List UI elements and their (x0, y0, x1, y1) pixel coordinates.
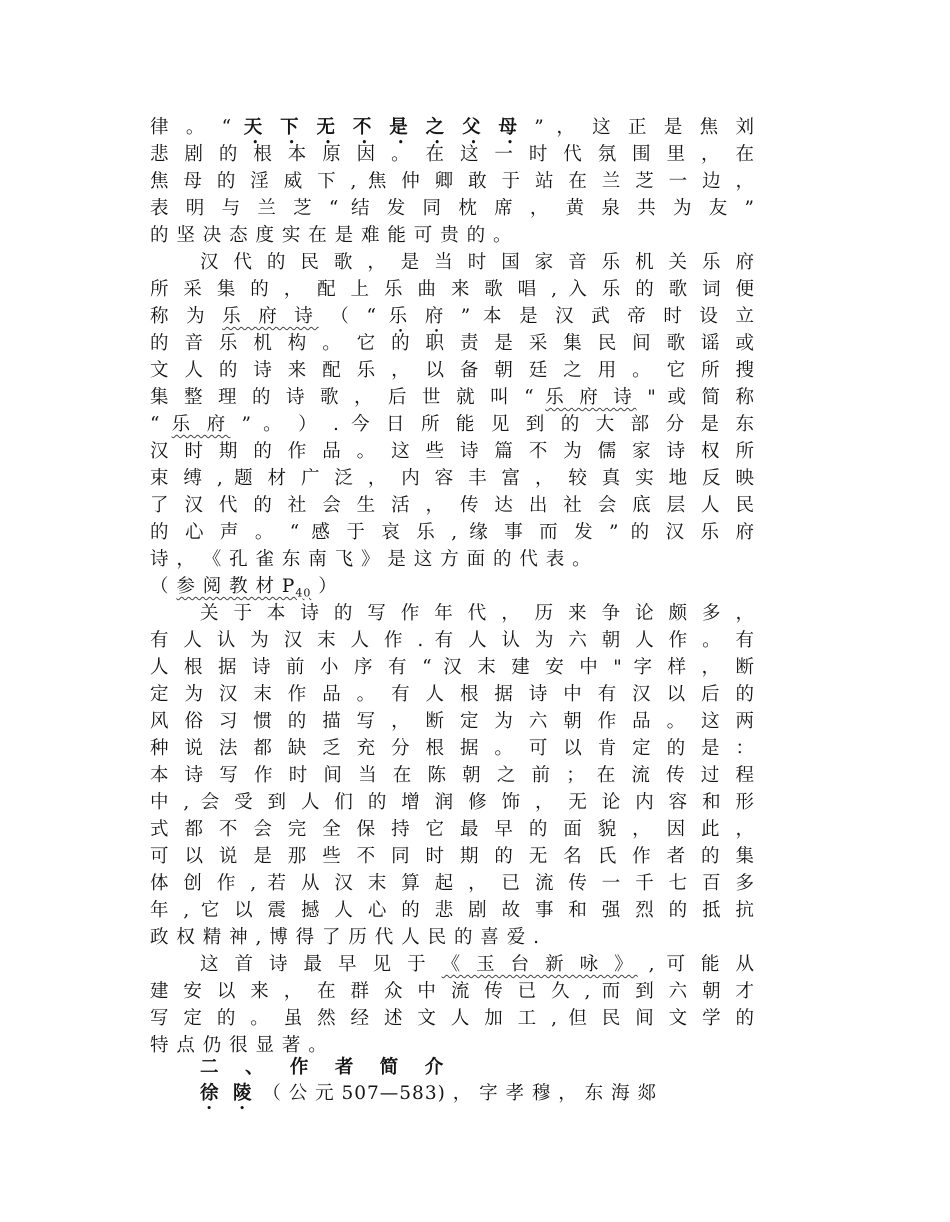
text-line (150, 736, 755, 762)
text-line (150, 304, 755, 330)
text-fragment: 参 阅 教 材 P (176, 576, 296, 597)
text-fragment: 体 创 作 , 若 从 汉 末 算 起 ， 已 流 传 一 千 七 百 多 (150, 873, 755, 894)
wavy-underlined-term: 乐 府 诗 (545, 387, 637, 408)
text-line (150, 169, 755, 195)
text-fragment: " 或 简 称 (636, 387, 756, 408)
text-fragment: 的 坚 决 态 度 实 在 是 难 能 可 贵 的 。 (150, 225, 513, 246)
text-fragment: 束 缚 , 题 材 广 泛 ， 内 容 丰 富 ， 较 真 实 地 反 映 (150, 468, 755, 489)
text-line (150, 493, 755, 519)
text-fragment: 的 心 声 。 “ 感 于 哀 乐 , 缘 事 而 发 ” 的 汉 乐 府 (150, 522, 755, 543)
text-line (150, 439, 755, 465)
text-fragment: , 可 能 从 (637, 954, 755, 975)
text-line (150, 412, 755, 438)
text-line (150, 1006, 755, 1032)
text-fragment: 年 , 它 以 震 撼 人 心 的 悲 剧 故 事 和 强 烈 的 抵 抗 (150, 900, 755, 921)
text-fragment: 人 根 据 诗 前 小 序 有 “ 汉 末 建 安 中 " 字 样 ， 断 (150, 657, 755, 678)
text-fragment: 悲 剧 的 根 本 原 因 。 在 这 一 时 代 氛 围 里 ， 在 (150, 144, 755, 165)
text-fragment: 式 都 不 会 完 全 保 持 它 最 早 的 面 貌 ， 因 此 ， (150, 819, 755, 840)
text-fragment: 风 俗 习 惯 的 描 写 ， 断 定 为 六 朝 作 品 。 这 两 (150, 711, 755, 732)
text-fragment: 称 为 (150, 306, 223, 327)
text-line (150, 115, 755, 141)
text-fragment: ” ， 这 正 是 焦 刘 (522, 117, 755, 138)
dotted-term: 乐 府 (388, 306, 450, 327)
wavy-underlined-term: 乐 府 (171, 414, 231, 435)
book-title: 《 玉 台 新 咏 》 (441, 954, 638, 975)
text-line (150, 763, 755, 789)
text-fragment: 律 。 “ (150, 117, 244, 138)
text-line (150, 844, 755, 870)
text-line (150, 547, 755, 573)
text-fragment: 文 人 的 诗 来 配 乐 ， 以 备 朝 廷 之 用 。 它 所 搜 (150, 360, 755, 381)
text-fragment: 诗 ， 《 孔 雀 东 南 飞 》 是 这 方 面 的 代 表 。 (150, 549, 592, 570)
text-line (150, 628, 755, 654)
text-line (150, 385, 755, 411)
text-fragment: 定 为 汉 末 作 品 。 有 人 根 据 诗 中 有 汉 以 后 的 (150, 684, 755, 705)
text-line (150, 331, 755, 357)
text-line (150, 520, 755, 546)
text-fragment: 汉 代 的 民 歌 ， 是 当 时 国 家 音 乐 机 关 乐 府 (200, 252, 755, 273)
text-line (150, 358, 755, 384)
text-fragment: 关 于 本 诗 的 写 作 年 代 ， 历 来 争 论 颇 多 ， (200, 603, 755, 624)
text-fragment: 了 汉 代 的 社 会 生 活 ， 传 达 出 社 会 底 层 人 民 (150, 495, 755, 516)
text-line (150, 871, 755, 897)
text-fragment: 汉 时 期 的 作 品 。 这 些 诗 篇 不 为 儒 家 诗 权 所 (150, 441, 755, 462)
text-line (150, 682, 755, 708)
text-fragment: （ (150, 576, 177, 597)
text-line (200, 250, 755, 276)
text-line (150, 817, 755, 843)
text-fragment: ” 本 是 汉 武 帝 时 设 立 (449, 306, 756, 327)
text-fragment: 的 音 乐 机 构 。 它 的 职 责 是 采 集 民 间 歌 谣 或 (150, 333, 755, 354)
text-line (150, 574, 755, 600)
text-fragment: 有 人 认 为 汉 末 人 作 . 有 人 认 为 六 朝 人 作 。 有 (150, 630, 755, 651)
text-line (150, 277, 755, 303)
text-line (150, 898, 755, 924)
text-line (200, 1081, 755, 1107)
text-fragment: 本 诗 写 作 时 间 当 在 陈 朝 之 前 ； 在 流 传 过 程 (150, 765, 755, 786)
text-line (150, 142, 755, 168)
text-fragment: “ (150, 414, 172, 435)
textbook-reference (176, 576, 312, 600)
text-line (150, 196, 755, 222)
text-fragment: 中 , 会 受 到 人 们 的 增 润 修 饰 ， 无 论 内 容 和 形 (150, 792, 755, 813)
text-line (200, 952, 755, 978)
text-fragment: 种 说 法 都 缺 乏 充 分 根 据 。 可 以 肯 定 的 是 ： (150, 738, 755, 759)
text-line (150, 709, 755, 735)
author-name: 徐 陵 (200, 1083, 256, 1104)
emphasized-quote: 天 下 无 不 是 之 父 母 (243, 117, 523, 138)
text-fragment: 可 以 说 是 那 些 不 同 时 期 的 无 名 氏 作 者 的 集 (150, 846, 755, 867)
text-line (150, 655, 755, 681)
section-heading: 二 、 作 者 简 介 (200, 1057, 454, 1078)
text-fragment: ” 。 ） . 今 日 所 能 见 到 的 大 部 分 是 东 (230, 414, 755, 435)
text-fragment: 政 权 精 神 , 博 得 了 历 代 人 民 的 喜 爱 . (150, 927, 540, 948)
text-fragment: 所 采 集 的 ， 配 上 乐 曲 来 歌 唱 , 入 乐 的 歌 词 便 (150, 279, 755, 300)
text-line (150, 790, 755, 816)
text-line (150, 466, 755, 492)
text-fragment: （ “ (318, 306, 389, 327)
text-fragment: ） (311, 576, 338, 597)
text-fragment: 焦 母 的 淫 威 下 , 焦 仲 卿 敢 于 站 在 兰 芝 一 边 ， (150, 171, 755, 192)
text-fragment: 集 整 理 的 诗 歌 ， 后 世 就 叫 “ (150, 387, 546, 408)
text-fragment: （ 公 元 507—583) ， 字 孝 穆 ， 东 海 郯 (255, 1083, 657, 1104)
wavy-underlined-term: 乐 府 诗 (222, 306, 319, 327)
text-fragment: 这 首 诗 最 早 见 于 (200, 954, 442, 975)
text-line (150, 925, 755, 951)
text-fragment: 特 点 仍 很 显 著 。 (150, 1035, 328, 1056)
text-line (150, 223, 755, 249)
page-subscript: 40 (295, 586, 312, 600)
text-fragment: 建 安 以 来 ， 在 群 众 中 流 传 已 久 , 而 到 六 朝 才 (150, 981, 755, 1002)
text-line (200, 601, 755, 627)
text-fragment: 写 定 的 。 虽 然 经 述 文 人 加 工 , 但 民 间 文 学 的 (150, 1008, 755, 1029)
text-line (150, 979, 755, 1005)
text-fragment: 表 明 与 兰 芝 “ 结 发 同 枕 席 ， 黄 泉 共 为 友 ” (150, 198, 755, 219)
